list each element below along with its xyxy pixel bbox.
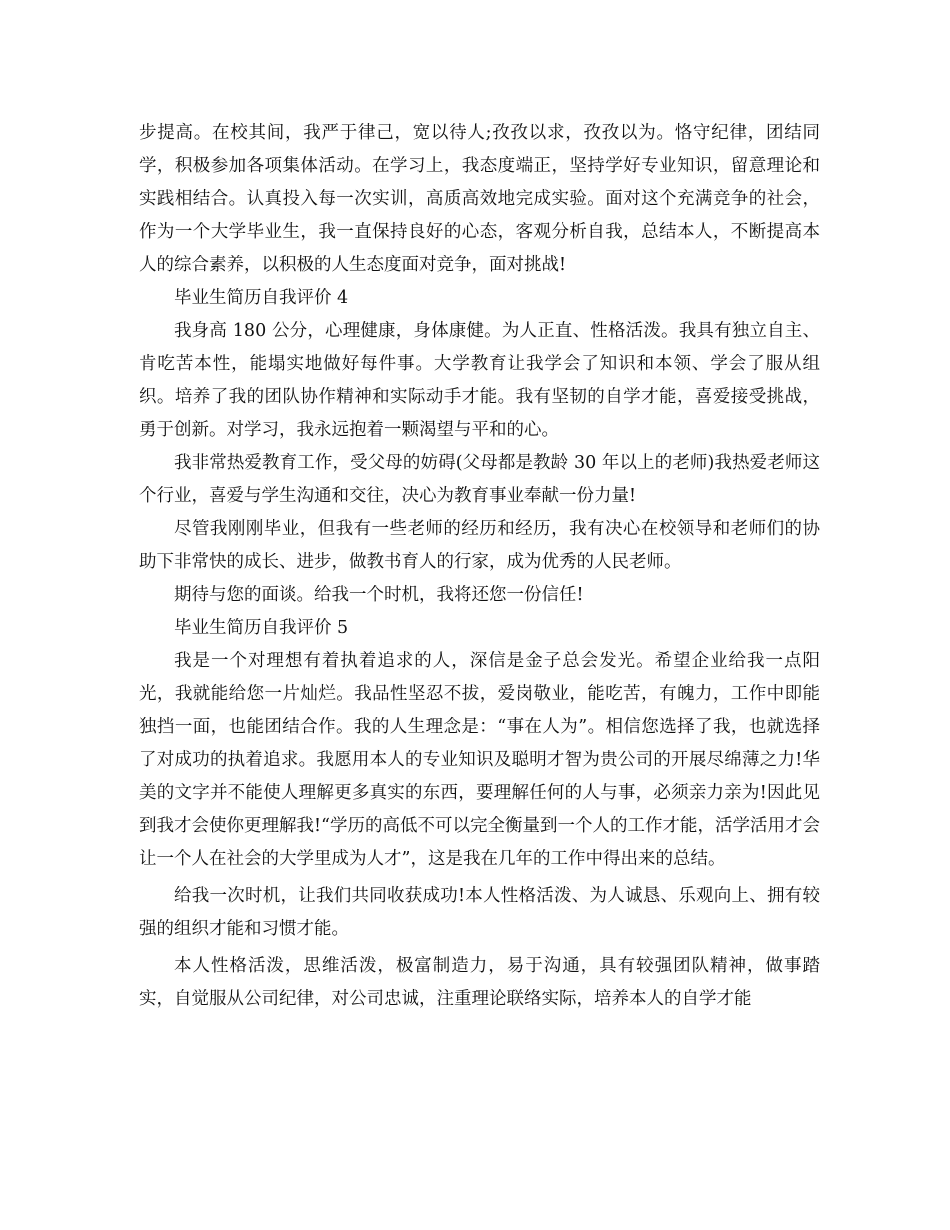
- paragraph-pursuit-of-ideals: 我是一个对理想有着执着追求的人，深信是金子总会发光。希望企业给我一点阳光，我就能给您一片灿烂。我品性坚忍不拔，爱岗敬业，能吃苦，有魄力，工作中即能独挡一面，也能团结合作。我的人生理念是：“事在人为”。相信您选择了我，也就选择了对成功的执着追求。我愿用本人的专业知识及聪明才智为贵公司的开展尽绵薄之力!华美的文字并不能使人理解更多真实的东西，要理解任何的人与事，必须亲力亲为!因此见到我才会使你更理解我!“学历的高低不可以完全衡量到一个人的工作才能，活学活用才会让一个人在社会的大学里成为人才”，这是我在几年的工作中得出来的总结。: [139, 651, 820, 869]
- paragraph-self-description: 我身高 180 公分，心理健康，身体康健。为人正直、性格活泼。我具有独立自主、肯吃苦本性，能塌实地做好每件事。大学教育让我学会了知识和本领、学会了服从组织。培养了我的团队协作精神和实际动手才能。我有坚韧的自学才能，喜爱接受挑战，勇于创新。对学习，我永远抱着一颗渴望与平和的心。: [139, 321, 820, 440]
- paragraph-love-of-teaching: 我非常热爱教育工作，受父母的妨碍(父母都是教龄 30 年以上的老师)我热爱老师这个行业，喜爱与学生沟通和交往，决心为教育事业奉献一份力量!: [139, 453, 820, 506]
- section-heading-5: 毕业生简历自我评价 5: [174, 618, 349, 638]
- paragraph-intro-continuation: 步提高。在校其间，我严于律己，宽以待人;孜孜以求，孜孜以为。恪守纪律，团结同学，积极参加各项集体活动。在学习上，我态度端正，坚持学好专业知识，留意理论和实践相结合。认真投入每一次实训，高质高效地完成实验。面对这个充满竞争的社会，作为一个大学毕业生，我一直保持良好的心态，客观分析自我，总结本人，不断提高本人的综合素养，以积极的人生态度面对竞争，面对挑战!: [139, 123, 820, 275]
- section-heading-4: 毕业生简历自我评价 4: [174, 288, 349, 308]
- paragraph-personality: 本人性格活泼，思维活泼，极富制造力，易于沟通，具有较强团队精神，做事踏实，自觉服从公司纪律，对公司忠诚，注重理论联络实际，培养本人的自学才能: [139, 956, 820, 1009]
- paragraph-graduate-resolve: 尽管我刚刚毕业，但我有一些老师的经历和经历，我有决心在校领导和老师们的协助下非常快的成长、进步，做教书育人的行家，成为优秀的人民老师。: [139, 519, 820, 572]
- paragraph-opportunity: 给我一次时机，让我们共同收获成功!本人性格活泼、为人诚恳、乐观向上、拥有较强的组织才能和习惯才能。: [139, 886, 820, 939]
- paragraph-interview-request: 期待与您的面谈。给我一个时机，我将还您一份信任!: [174, 585, 584, 605]
